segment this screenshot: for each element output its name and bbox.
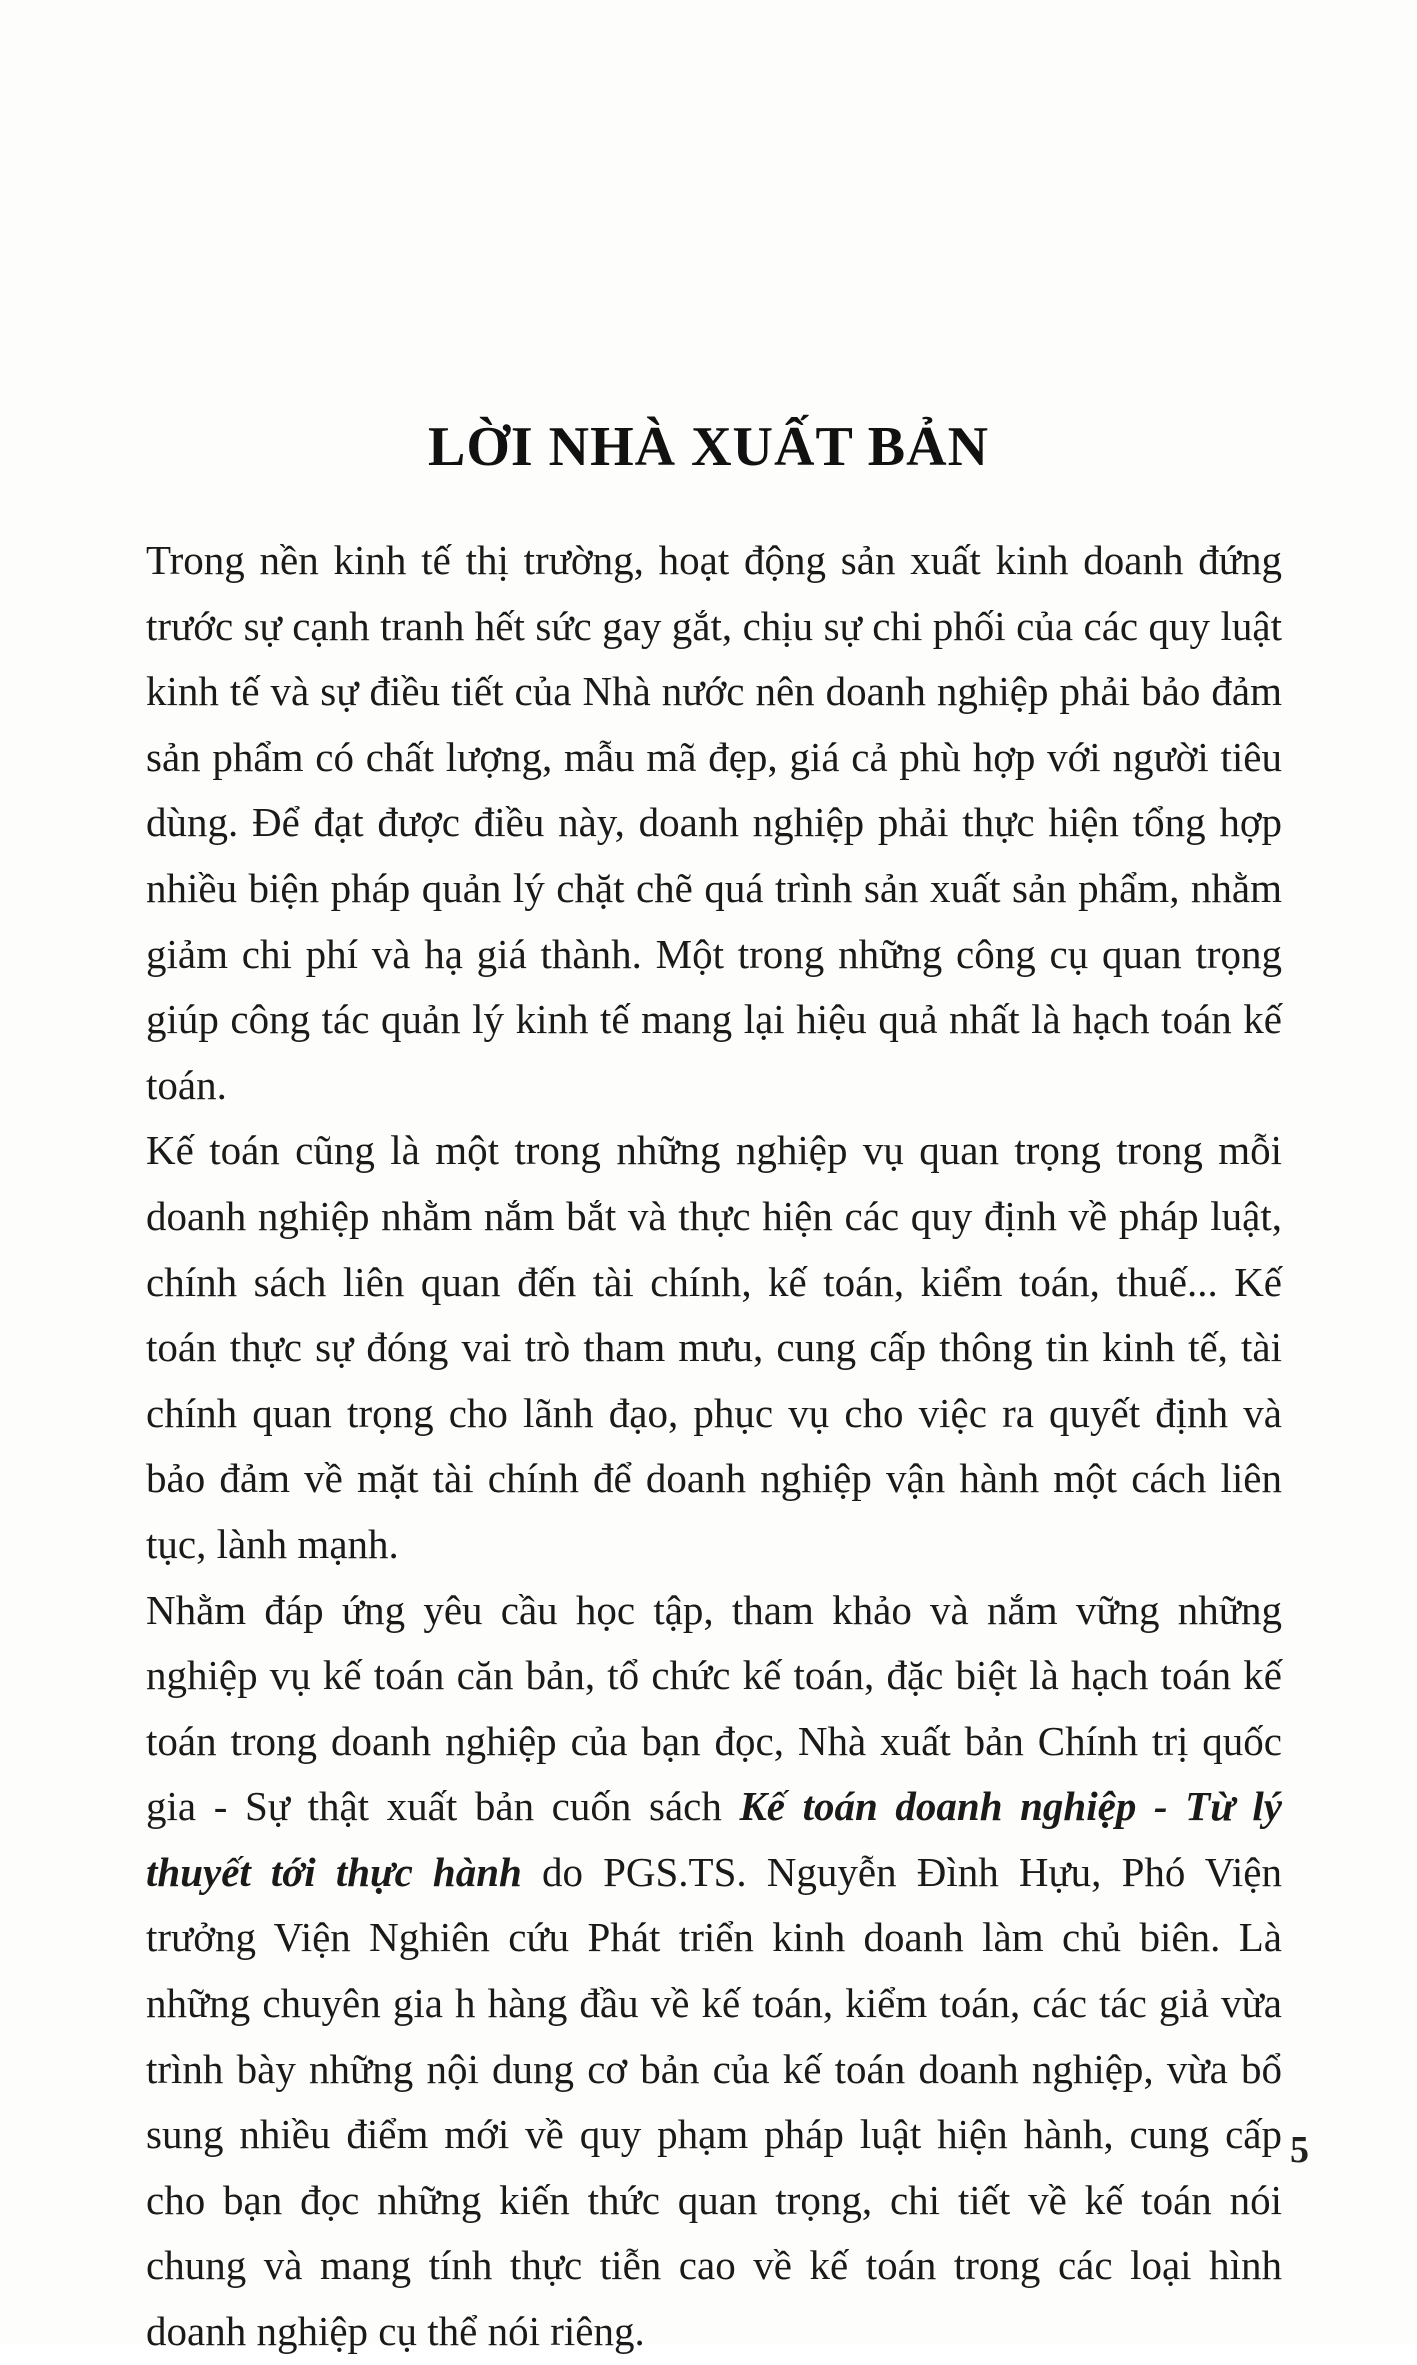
paragraph-3-rest: do PGS.TS. Nguyễn Đình Hựu, Phó Viện trưởng Viện Nghiên cứu Phát triển kinh doanh làm chủ biên. Là những chuyên gia h hàng đầu về kế toán, kiểm toán, các tác giả vừa trình bày những nội dung cơ bản của kế toán doanh nghiệp, vừa bổ sung nhiều điểm mới về quy phạm pháp luật hiện hành, cung cấp cho bạn đọc những kiến thức quan trọng, chi tiết về kế toán nói chung và mang tính thực tiễn cao về kế toán trong các loại hình doanh nghiệp cụ thể nói riêng. [146, 1848, 1282, 2355]
body-text [146, 528, 1282, 2365]
paragraph-2: Kế toán cũng là một trong những nghiệp vụ quan trọng trong mỗi doanh nghiệp nhằm nắm bắt và thực hiện các quy định về pháp luật, chính sách liên quan đến tài chính, kế toán, kiểm toán, thuế... Kế toán thực sự đóng vai trò tham mưu, cung cấp thông tin kinh tế, tài chính quan trọng cho lãnh đạo, phục vụ cho việc ra quyết định và bảo đảm về mặt tài chính để doanh nghiệp vận hành một cách liên tục, lành mạnh. [146, 1127, 1282, 1567]
page-number: 5 [1290, 2129, 1309, 2171]
paragraph-1: Trong nền kinh tế thị trường, hoạt động sản xuất kinh doanh đứng trước sự cạnh tranh hết sức gay gắt, chịu sự chi phối của các quy luật kinh tế và sự điều tiết của Nhà nước nên doanh nghiệp phải bảo đảm sản phẩm có chất lượng, mẫu mã đẹp, giá cả phù hợp với người tiêu dùng. Để đạt được điều này, doanh nghiệp phải thực hiện tổng hợp nhiều biện pháp quản lý chặt chẽ quá trình sản xuất sản phẩm, nhằm giảm chi phí và hạ giá thành. Một trong những công cụ quan trọng giúp công tác quản lý kinh tế mang lại hiệu quả nhất là hạch toán kế toán. [146, 537, 1282, 1108]
page-title: LỜI NHÀ XUẤT BẢN [427, 416, 990, 478]
paragraph-3 [146, 1578, 1282, 2365]
book-title: Kế toán doanh nghiệp - Từ lý thuyết tới thực hành [146, 1783, 1282, 1895]
paragraph-3-intro: Nhằm đáp ứng yêu cầu học tập, tham khảo và nắm vững những nghiệp vụ kế toán căn bản, tổ chức kế toán, đặc biệt là hạch toán kế toán trong doanh nghiệp của bạn đọc, Nhà xuất bản Chính trị quốc gia - Sự thật xuất bản cuốn sách [146, 1586, 1282, 1830]
